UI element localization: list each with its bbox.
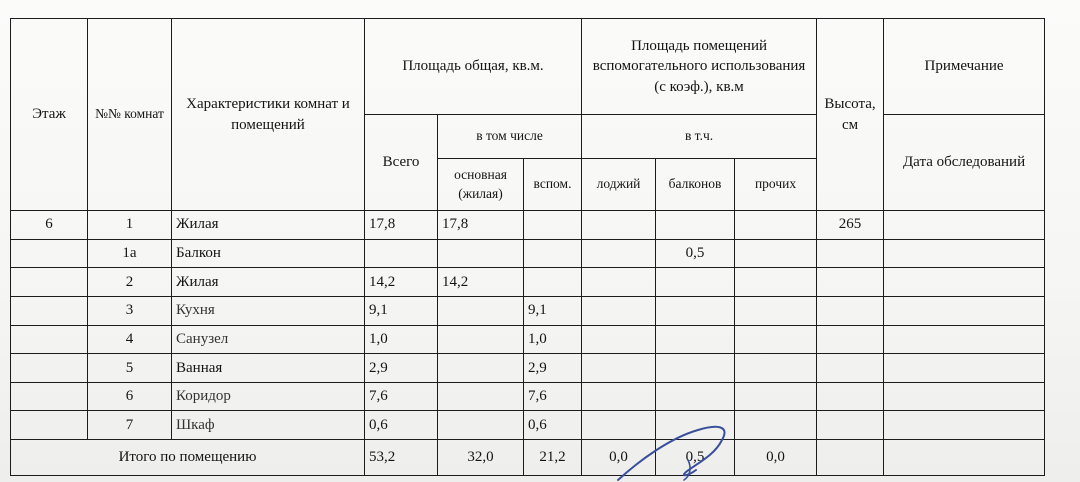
table-row — [11, 325, 1045, 354]
table-row — [11, 239, 1045, 268]
area-loggia — [582, 296, 656, 325]
note-cell — [884, 382, 1045, 411]
area-total: 17,8 — [365, 211, 438, 240]
area-balcony — [656, 411, 735, 440]
table-row — [11, 382, 1045, 411]
area-main — [438, 296, 524, 325]
area-loggia — [582, 268, 656, 297]
room-name: Коридор — [172, 382, 365, 411]
area-loggia — [582, 354, 656, 383]
totals-aux: 21,2 — [524, 440, 582, 476]
area-loggia — [582, 239, 656, 268]
area-other — [735, 382, 817, 411]
area-main — [438, 239, 524, 268]
room-name: Ванная — [172, 354, 365, 383]
floor-cell — [11, 411, 88, 440]
totals-label: Итого по помещению — [11, 440, 365, 476]
header-balconies: балконов — [656, 159, 735, 211]
room-number: 1а — [88, 239, 172, 268]
area-other — [735, 411, 817, 440]
header-survey-date: Дата обследований — [884, 115, 1045, 211]
height-value — [817, 296, 884, 325]
room-number: 6 — [88, 382, 172, 411]
area-total: 1,0 — [365, 325, 438, 354]
area-main — [438, 325, 524, 354]
totals-row — [11, 440, 1045, 476]
room-number: 4 — [88, 325, 172, 354]
room-name: Кухня — [172, 296, 365, 325]
header-loggias: лоджий — [582, 159, 656, 211]
table-row — [11, 211, 1045, 240]
totals-note — [884, 440, 1045, 476]
area-main: 14,2 — [438, 268, 524, 297]
totals-total: 53,2 — [365, 440, 438, 476]
table-row — [11, 296, 1045, 325]
header-floor: Этаж — [11, 19, 88, 211]
area-aux: 1,0 — [524, 325, 582, 354]
header-total-area: Площадь общая, кв.м. — [365, 19, 582, 115]
room-name: Балкон — [172, 239, 365, 268]
totals-main: 32,0 — [438, 440, 524, 476]
room-number: 5 — [88, 354, 172, 383]
area-main — [438, 411, 524, 440]
area-aux: 0,6 — [524, 411, 582, 440]
area-other — [735, 354, 817, 383]
area-total: 9,1 — [365, 296, 438, 325]
area-total: 0,6 — [365, 411, 438, 440]
header-room-no: №№ комнат — [88, 19, 172, 211]
area-balcony — [656, 354, 735, 383]
totals-height — [817, 440, 884, 476]
area-total: 14,2 — [365, 268, 438, 297]
header-total: Всего — [365, 115, 438, 211]
header-incl-short: в т.ч. — [582, 115, 817, 159]
height-value — [817, 354, 884, 383]
header-note: Примечание — [884, 19, 1045, 115]
area-aux — [524, 239, 582, 268]
area-balcony — [656, 211, 735, 240]
note-cell — [884, 354, 1045, 383]
room-number: 7 — [88, 411, 172, 440]
header-aux-area: Площадь помещений вспомогательного использования (с коэф.), кв.м — [582, 19, 817, 115]
header-characteristics: Характеристики комнат и помещений — [172, 19, 365, 211]
height-value — [817, 268, 884, 297]
floor-cell — [11, 296, 88, 325]
note-cell — [884, 411, 1045, 440]
area-total: 7,6 — [365, 382, 438, 411]
height-value — [817, 382, 884, 411]
header-aux: вспом. — [524, 159, 582, 211]
table-row — [11, 354, 1045, 383]
header-height: Высота, см — [817, 19, 884, 211]
area-main — [438, 354, 524, 383]
area-aux — [524, 211, 582, 240]
height-value — [817, 325, 884, 354]
room-number: 3 — [88, 296, 172, 325]
table-row — [11, 411, 1045, 440]
note-cell — [884, 211, 1045, 240]
area-other — [735, 296, 817, 325]
height-value — [817, 411, 884, 440]
floor-cell — [11, 325, 88, 354]
area-main: 17,8 — [438, 211, 524, 240]
area-main — [438, 382, 524, 411]
note-cell — [884, 268, 1045, 297]
area-loggia — [582, 211, 656, 240]
floor-cell — [11, 268, 88, 297]
floor-cell: 6 — [11, 211, 88, 240]
room-name: Жилая — [172, 268, 365, 297]
area-other — [735, 239, 817, 268]
room-number: 2 — [88, 268, 172, 297]
totals-other: 0,0 — [735, 440, 817, 476]
totals-balcony: 0,5 — [656, 440, 735, 476]
area-other — [735, 325, 817, 354]
header-other: прочих — [735, 159, 817, 211]
area-balcony — [656, 382, 735, 411]
room-name: Шкаф — [172, 411, 365, 440]
note-cell — [884, 296, 1045, 325]
room-number: 1 — [88, 211, 172, 240]
area-aux: 2,9 — [524, 354, 582, 383]
table-row — [11, 268, 1045, 297]
height-value: 265 — [817, 211, 884, 240]
area-balcony — [656, 268, 735, 297]
note-cell — [884, 325, 1045, 354]
header-main: основная (жилая) — [438, 159, 524, 211]
floor-cell — [11, 354, 88, 383]
area-other — [735, 211, 817, 240]
area-other — [735, 268, 817, 297]
room-name: Санузел — [172, 325, 365, 354]
area-balcony: 0,5 — [656, 239, 735, 268]
area-loggia — [582, 325, 656, 354]
floor-cell — [11, 382, 88, 411]
height-value — [817, 239, 884, 268]
totals-loggia: 0,0 — [582, 440, 656, 476]
header-including: в том числе — [438, 115, 582, 159]
room-name: Жилая — [172, 211, 365, 240]
area-total: 2,9 — [365, 354, 438, 383]
note-cell — [884, 239, 1045, 268]
area-aux: 9,1 — [524, 296, 582, 325]
room-explication-table — [10, 18, 1045, 476]
area-loggia — [582, 382, 656, 411]
area-total — [365, 239, 438, 268]
area-balcony — [656, 296, 735, 325]
area-loggia — [582, 411, 656, 440]
area-aux — [524, 268, 582, 297]
area-aux: 7,6 — [524, 382, 582, 411]
area-balcony — [656, 325, 735, 354]
floor-cell — [11, 239, 88, 268]
